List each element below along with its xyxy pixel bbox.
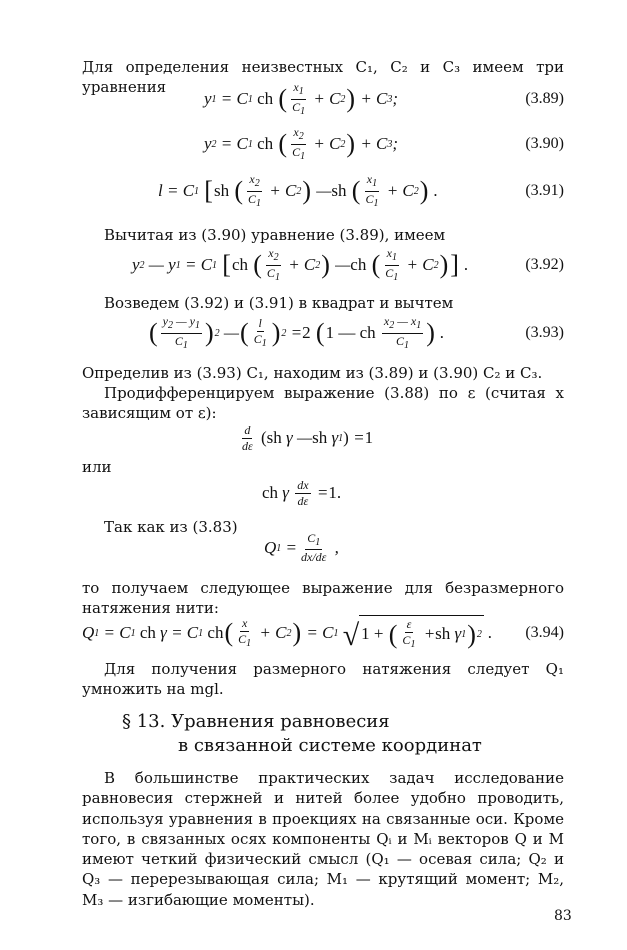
equation-derivative: [82, 421, 564, 455]
paragraph-differentiate: Продифференцируем выражение (3.88) по ε (считая x зависящим от ε):: [82, 384, 564, 422]
equation-3-90-body: y 2 = C 1 ch ( $\frac{x_2}{C_1}$ + C 2 ) + C 3 ;: [204, 125, 399, 162]
equation-3-91-body: l = C 1 [ sh ( $\frac{x_2}{C_1}$ + C 2 ) — sh ( $\frac{x_1}{C_1}$ + C 2 ) .: [158, 172, 438, 209]
equation-3-91: [82, 174, 564, 208]
paragraph-subtract: Вычитая из (3.90) уравнение (3.89), имеем: [104, 226, 446, 244]
paragraph-section-body: В большинстве практических задач исследование равновесия стержней и нитей более удобно проводить, используя уравнения в проекциях на связанные оси. Кроме того, в связанных осях компоненты Qᵢ и Mᵢ векторов Q и M имеют четкий физический смысл (Q₁ — осевая сила; Q₂ и Q₃ — перерезывающая сила; M₁ — крутящий момент; M₂, M₃ — изгибающие моменты).: [82, 769, 564, 909]
equation-number: (3.89): [525, 89, 564, 107]
section-title-line2: в связанной системе координат: [178, 735, 482, 757]
section-number: § 13.: [122, 711, 166, 732]
paragraph-since: Так как из (3.83): [104, 518, 238, 536]
section-title-line1: Уравнения равновесия: [171, 711, 390, 732]
equation-3-89: [82, 82, 564, 116]
paragraph-determine: Определив из (3.93) C₁, находим из (3.89) и (3.90) C₂ и C₃.: [82, 364, 543, 382]
equation-3-94-body: Q 1 = C 1 ch γ = C 1 ch ( $\frac{x}{C_1}$ + C 2 ) = C 1 √ 1 + ( $\frac{\varepsilon}{C_1}$ + sh γ 1 ) 2 .: [82, 615, 493, 652]
equation-q1: [82, 531, 564, 565]
equation-ch-gamma-body: ch γ $\frac{dx}{d\varepsilon}$ = 1.: [262, 477, 342, 508]
paragraph-dimensional: Для получения размерного натяжения следует Q₁ умножить на mgl.: [82, 660, 564, 698]
equation-derivative-body: $\frac{d}{d\varepsilon}$ (sh γ — sh γ 1 ) = 1: [242, 422, 374, 453]
equation-number: (3.93): [525, 323, 564, 341]
paragraph-obtain: то получаем следующее выражение для безразмерного натяжения нити:: [82, 579, 564, 617]
equation-number: (3.90): [525, 134, 564, 152]
equation-3-92: [82, 248, 564, 282]
equation-q1-body: Q 1 = $\frac{C_1}{dx/d\varepsilon}$ ,: [264, 530, 339, 565]
paragraph-square: Возведем (3.92) и (3.91) в квадрат и вычтем: [104, 294, 454, 312]
equation-3-90: [82, 127, 564, 161]
equation-3-94: [82, 616, 564, 650]
equation-3-89-body: y 1 = C 1 ch ( $\frac{x_1}{C_1}$ + C 2 ) + C 3 ;: [204, 80, 399, 117]
paragraph-or: или: [82, 458, 112, 476]
equation-number: (3.94): [525, 623, 564, 641]
section-heading: [122, 710, 542, 759]
equation-number: (3.91): [525, 181, 564, 199]
equation-3-93: [82, 316, 564, 350]
equation-3-93-body: ( $\frac{y_2 — y_1}{C_1}$ ) 2 — ( $\frac{l}{C_1}$ ) 2 = 2 ( 1 — ch $\frac{x_2 — x_1}{C_1}$ ) .: [149, 314, 445, 351]
paragraph-intro: Для определения неизвестных C₁, C₂ и C₃ имеем три уравнения: [82, 58, 564, 96]
equation-number: (3.92): [525, 255, 564, 273]
equation-3-92-body: y 2 — y 1 = C 1 [ ch ( $\frac{x_2}{C_1}$ + C 2 ) — ch ( $\frac{x_1}{C_1}$ + C 2 ) ] .: [132, 246, 469, 283]
page-number: 83: [554, 908, 572, 924]
equation-ch-gamma: [82, 476, 564, 510]
